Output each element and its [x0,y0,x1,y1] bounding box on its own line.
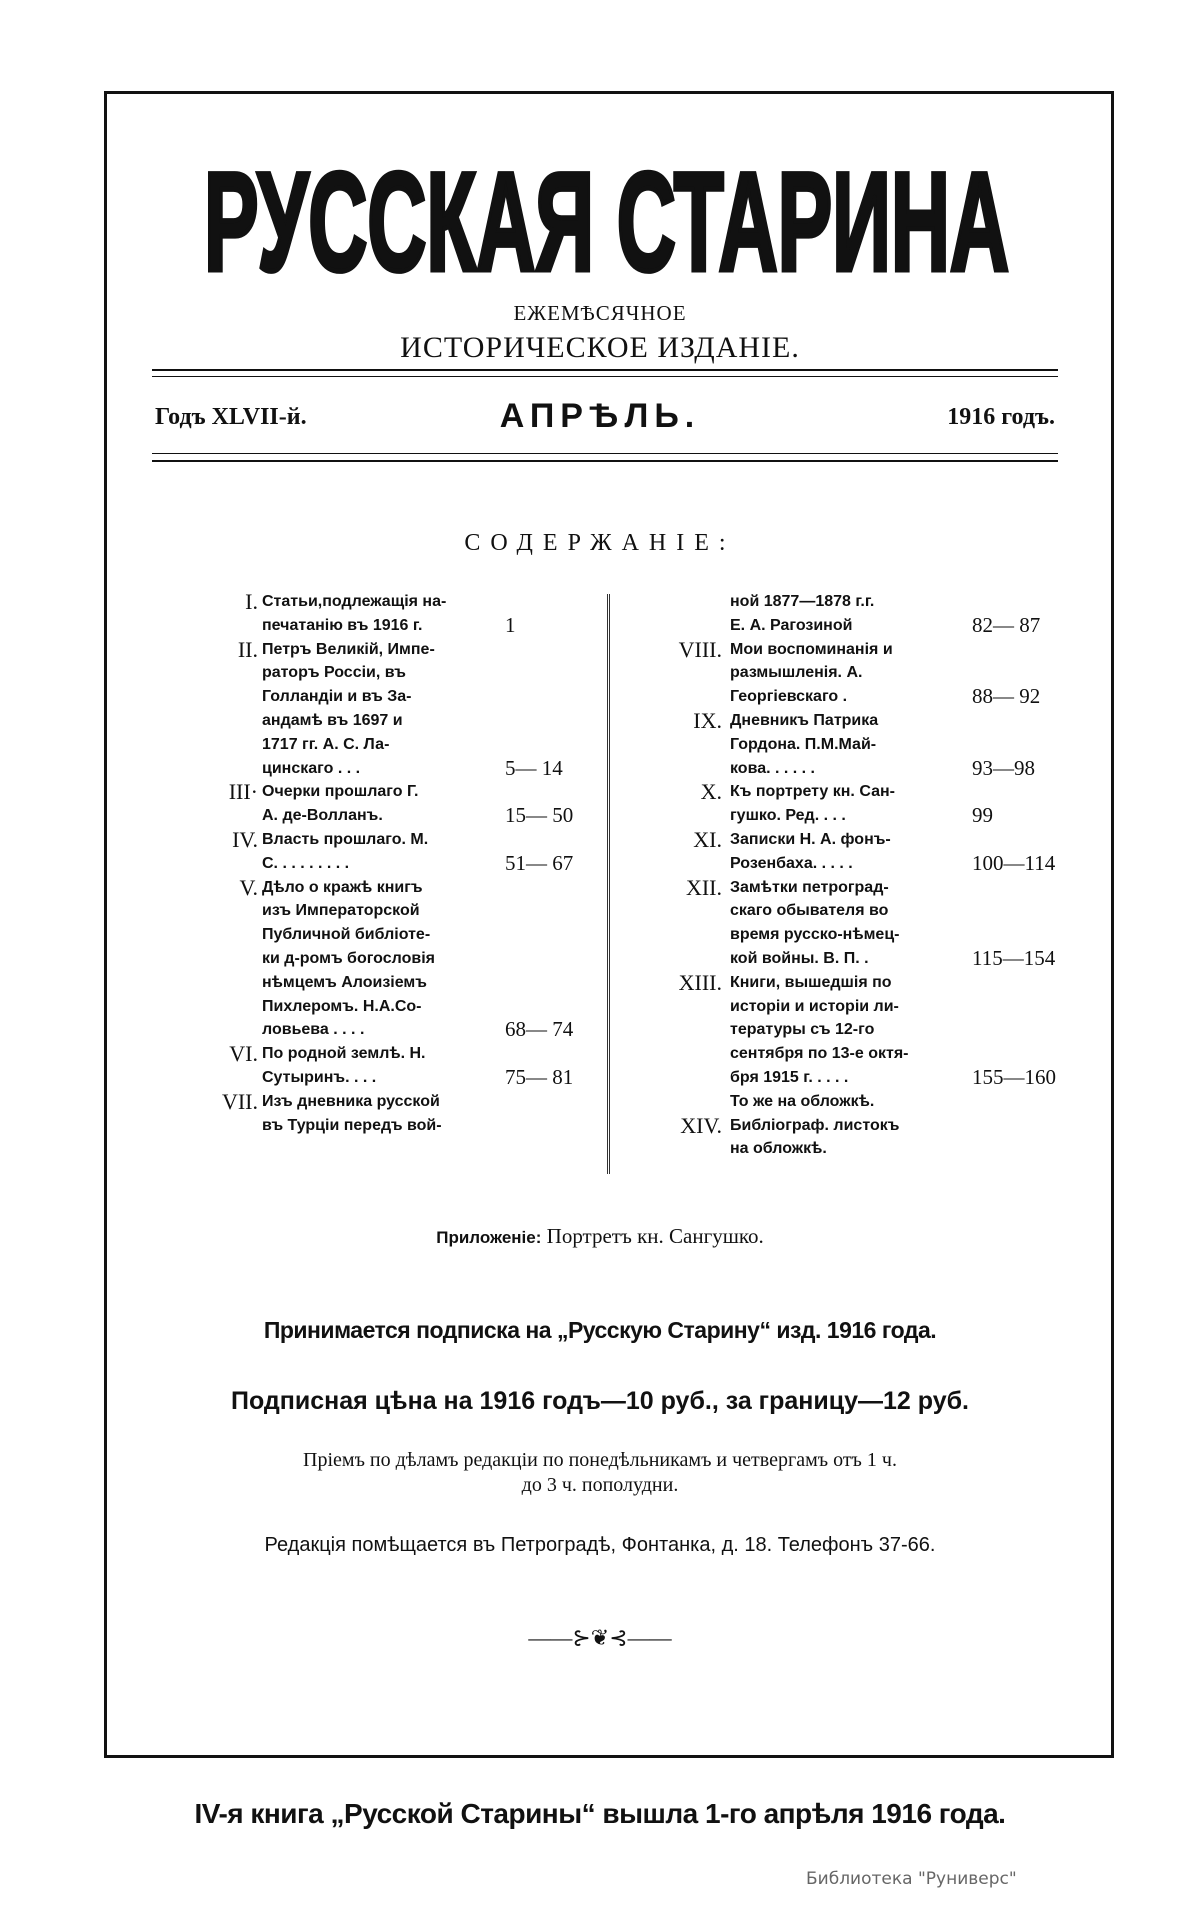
toc-entry-line [0,1114,1100,1138]
toc-entry-title: ной 1877—1878 г.г. [730,593,875,610]
toc-entry-title: на обложкѣ. [730,1140,827,1158]
toc-entry-title: Публичной библіоте- [262,926,431,944]
toc-entry-title: Дѣло о кражѣ книгъ [262,878,423,896]
toc-entry-line [0,899,1100,923]
toc-entry-title: Мои воспоминанія и [730,640,893,658]
toc-entry-title: гушко. Ред. . . . [730,807,846,825]
toc-entry-title: 1717 гг. А. С. Ла- [262,735,390,753]
toc-entry-title: изъ Императорской [262,902,420,920]
toc-entry-pages: 93—98 [972,755,1035,780]
divider-rule [152,369,1058,371]
toc-entry-line [0,923,1100,947]
toc-entry-line [0,709,1100,733]
toc-entry-line [0,828,1100,852]
office-hours-line: до 3 ч. пополудни. [521,1474,679,1496]
toc-entry-numeral: I. [245,589,258,614]
toc-entry-pages: 1 [505,612,516,637]
toc-entry-title: Гордона. П.М.Май- [730,735,877,753]
toc-entry-title: кова. . . . . . [730,759,815,777]
toc-entry-title: Голландіи и въ За- [262,688,412,706]
toc-entry-title: тературы съ 12-го [730,1021,875,1039]
toc-entry-title: Дневникъ Патрика [730,711,879,729]
toc-entry-title: С. . . . . . . . . [262,854,350,872]
toc-entry-pages: 115—154 [972,945,1056,970]
toc-entry-line [0,733,1100,757]
year-right: 1916 годъ. [947,404,1055,430]
toc-entry-numeral: XIII. [678,969,722,995]
editorial-address: Редакція помѣщается въ Петроградѣ, Фонтанка, д. 18. Телефонъ 37-66. [264,1534,936,1556]
masthead [200,128,1015,304]
toc-entry-line [0,804,1100,828]
journal-title: РУССКАЯ СТАРИНА [204,143,1009,300]
toc-entry-numeral: II. [237,636,258,662]
toc-entry-title: печатанію въ 1916 г. [262,616,423,634]
toc-entry-pages: 5— 14 [505,755,563,780]
month-label: АПРѢЛЬ. [499,397,701,435]
subscription-price: Подписная цѣна на 1916 годъ—10 руб., за границу—12 руб. [230,1387,969,1415]
issue-release-note: IV-я книга „Русской Старины“ вышла 1-го апрѣля 1916 года. [194,1798,1006,1829]
toc-entry-line [0,971,1100,995]
toc-entry-line [0,947,1100,971]
toc-entry-line [0,1018,1100,1042]
toc-entry-pages: 88— 92 [972,684,1041,709]
toc-entry-title: Къ портрету кн. Сан- [730,783,895,801]
office-hours [0,1448,1200,1498]
toc-entry-title: раторъ Россіи, въ [262,664,406,682]
toc-entry-numeral: XII. [685,874,722,900]
toc-entry-line [0,1137,1100,1161]
toc-entry-title: нѣмцемъ Алоизіемъ [262,973,427,991]
toc-entry-title: андамѣ въ 1697 и [262,711,403,729]
toc-entry-line [0,1090,1100,1114]
toc-entry-line [0,1066,1100,1090]
toc-entry-line [0,995,1100,1019]
year-label: Годъ XLVII-й. [155,404,307,430]
toc-entry-title: Библіограф. листокъ [730,1116,900,1134]
subtitle-historical: ИСТОРИЧЕСКОЕ ИЗДАНІЕ. [400,331,800,364]
toc-entry-numeral: V. [239,874,258,900]
toc-entry-numeral: VII. [221,1088,258,1114]
toc-entry-pages: 155—160 [972,1064,1056,1089]
toc-entry-title: Изъ дневника русской [262,1092,440,1110]
toc-entry-pages: 82— 87 [972,612,1041,637]
toc-entry-numeral: IV. [232,826,258,852]
library-credit: Библиотека "Руниверс" [806,1869,1017,1889]
divider-rule [152,460,1058,462]
toc-entry-title: А. де-Волланъ. [262,807,383,825]
toc-entry-title: Петръ Великій, Импе- [262,640,435,658]
toc-entry-numeral: VIII. [678,636,722,662]
toc-entry-line [0,852,1100,876]
toc-entry-pages: 75— 81 [505,1064,574,1089]
toc-entry-numeral: XI. [693,826,722,852]
appendix-line [0,1222,1200,1252]
divider-rule [152,453,1058,454]
toc-entry-title: Георгіевскаго . [730,688,848,706]
toc-entry-title: Статьи,подлежащія на- [262,593,447,610]
toc-entry-title: Е. А. Рагозиной [730,616,853,634]
toc-entry-numeral: VI. [229,1041,258,1067]
toc-entry-title: Замѣтки петроград- [730,878,889,896]
office-hours-line: Пріемъ по дѣламъ редакціи по понедѣльникамъ и четвергамъ отъ 1 ч. [303,1449,897,1471]
toc-entry-pages: 15— 50 [505,803,574,828]
toc-entry-title: исторіи и исторіи ли- [730,997,899,1015]
toc-entry-title: Сутыринъ. . . . [262,1068,377,1086]
toc-entry-title: цинскаго . . . [262,759,361,777]
toc-entry-title: время русско-нѣмец- [730,926,900,944]
toc-entry-title: Записки Н. А. фонъ- [730,830,891,848]
toc-entry-title: ловьева . . . . [262,1021,365,1039]
toc-entry-title: Очерки прошлаго Г. [262,783,419,801]
toc-entry-line [0,614,1100,638]
toc-right-column [0,590,1100,1161]
toc-entry-pages: 99 [972,803,993,828]
toc-entry-title: въ Турціи передъ вой- [262,1116,442,1134]
subtitle-monthly: ЕЖЕМѢСЯЧНОЕ [513,301,687,325]
toc-entry-numeral: X. [700,779,722,805]
toc-entry-line [0,685,1100,709]
toc-entry-title: ки д-ромъ богословія [262,949,435,967]
toc-entry-line [0,1042,1100,1066]
toc-entry-title: Власть прошлаго. М. [262,830,429,848]
toc-entry-title: бря 1915 г. . . . . [730,1068,849,1086]
toc-entry-title: сентября по 13-е октя- [730,1045,909,1063]
toc-entry-line [0,590,1100,614]
divider-rule [152,376,1058,377]
toc-entry-numeral: III· [228,779,258,805]
toc-entry-pages: 100—114 [972,850,1056,875]
toc-entry-title: Розенбаха. . . . . [730,854,853,872]
contents-heading: СОДЕРЖАНІЕ: [464,530,736,556]
subscription-notice: Принимается подписка на „Русскую Старину“ изд. 1916 года. [263,1317,937,1343]
toc-entry-line [0,757,1100,781]
toc-entry-line [0,876,1100,900]
toc-entry-title: По родной землѣ. Н. [262,1045,426,1063]
toc-entry-title: размышленія. А. [730,664,863,682]
toc-entry-title: кой войны. В. П. . [730,949,869,967]
toc-entry-title: Книги, вышедшія по [730,973,892,991]
toc-entry-title: скаго обывателя во [730,902,889,920]
toc-entry-pages: 51— 67 [505,850,574,875]
appendix-text: Портретъ кн. Сангушко. [546,1224,764,1248]
toc-entry-title: То же на обложкѣ. [730,1092,875,1110]
ornament-icon: ——⊱❦⊰—— [528,1625,672,1650]
toc-entry-line [0,638,1100,662]
toc-entry-numeral: XIV. [680,1112,722,1138]
toc-entry-pages: 68— 74 [505,1017,574,1042]
toc-entry-line [0,780,1100,804]
toc-entry-line [0,661,1100,685]
toc-entry-numeral: IX. [693,707,722,733]
appendix-label: Приложеніе: [436,1228,542,1247]
toc-entry-title: Пихлеромъ. Н.А.Со- [262,997,422,1015]
